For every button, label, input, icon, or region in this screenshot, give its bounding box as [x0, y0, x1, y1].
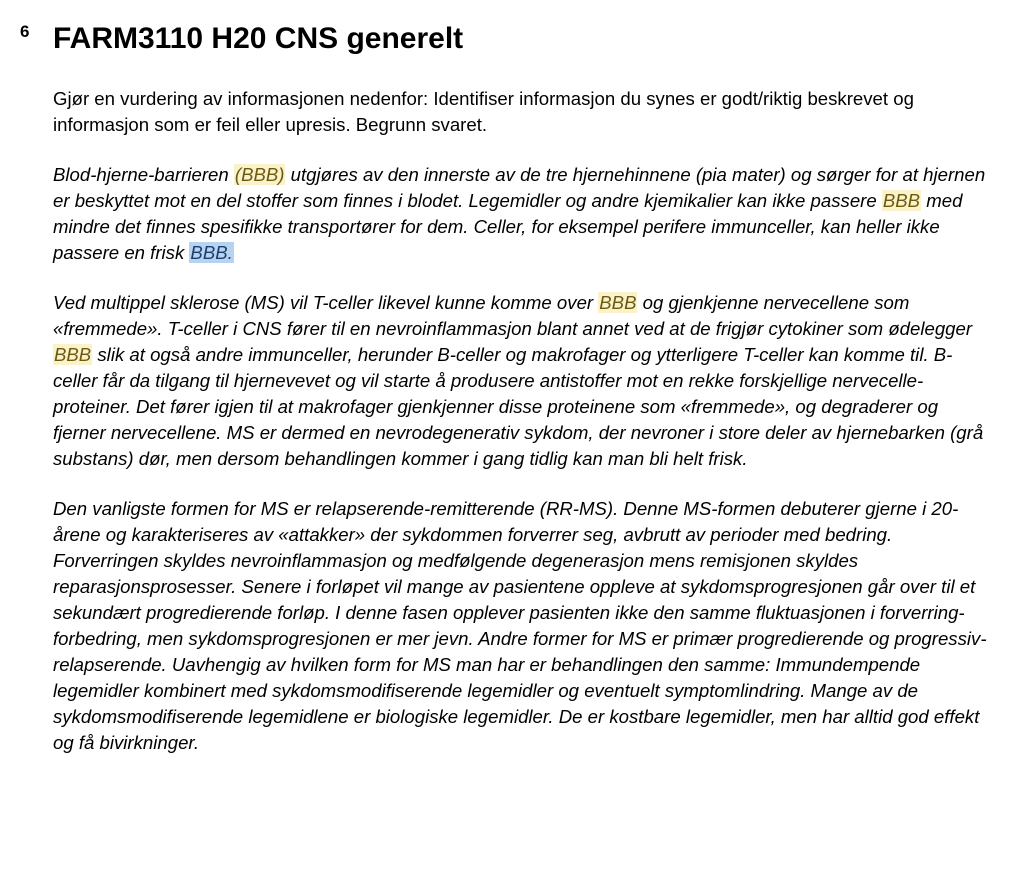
passage-text: Blod-hjerne-barrieren	[53, 164, 234, 185]
passage-paragraph-1	[53, 162, 988, 266]
passage-text: slik at også andre immunceller, herunder B-celler og makrofager og ytterligere T-celler kan komme til. B-celler får da tilgang til hjernevevet og vil starte å produsere antistoffer mot en rekke forskjellige nervecelle-proteiner. Det fører igjen til at makrofager gjenkjenner disse proteinene som «fremmede», og degraderer og fjerner nervecellene. MS er dermed en nevrodegenerativ sykdom, der nevroner i store deler av hjernebarken (grå substans) dør, men dersom behandlingen kommer i gang tidlig kan man bli helt frisk.	[53, 344, 984, 469]
highlight-bbb[interactable]: BBB	[54, 344, 92, 365]
highlight-bbb-selected[interactable]: BBB.	[190, 242, 233, 263]
question-content	[53, 86, 988, 780]
passage-text: Ved multippel sklerose (MS) vil T-celler likevel kunne komme over	[53, 292, 599, 313]
passage-text: utgjøres av den innerste av de tre hjernehinnene (pia mater) og sørger for at hjernen er beskyttet mot en del stoffer som finnes i blodet. Legemidler og andre kjemikalier kan ikke passere	[53, 164, 986, 211]
highlight-bbb[interactable]: BBB	[599, 292, 637, 313]
passage-paragraph-2	[53, 290, 988, 472]
passage-text: med mindre det finnes spesifikke transportører for dem. Celler, for eksempel perifere immunceller, kan heller ikke passere en frisk	[53, 190, 963, 263]
highlight-bbb[interactable]: (BBB)	[234, 164, 285, 185]
instruction-text: Gjør en vurdering av informasjonen nedenfor: Identifiser informasjon du synes er godt/riktig beskrevet og informasjon som er feil eller upresis. Begrunn svaret.	[53, 88, 914, 135]
passage-paragraph-3: Den vanligste formen for MS er relapserende-remitterende (RR-MS). Denne MS-formen debuterer gjerne i 20-årene og karakteriseres av «attakker» der sykdommen forverrer seg, avbrutt av perioder med bedring. Forverringen skyldes nevroinflammasjon og medfølgende degenerasjon mens remisjonen skyldes reparasjonsprosesser. Senere i forløpet vil mange av pasientene oppleve at sykdomsprogresjonen går over til et sekundært progredierende forløp. I denne fasen opplever pasienten ikke den samme fluktuasjonen i forverring-forbedring, men sykdomsprogresjonen er mer jevn. Andre former for MS er primær progredierende og progressiv-relapserende. Uavhengig av hvilken form for MS man har er behandlingen den samme: Immundempende legemidler kombinert med sykdomsmodifiserende legemidler og eventuelt symptomlindring. Mange av de sykdomsmodifiserende legemidlene er biologiske legemidler. De er kostbare legemidler, men har alltid god effekt og få bivirkninger.	[53, 498, 987, 753]
highlight-bbb[interactable]: BBB	[882, 190, 921, 211]
passage-text: og gjenkjenne nervecellene som «fremmede». T-celler i CNS fører til en nevroinflammasjon blant annet ved at de frigjør cytokiner som ødelegger	[53, 292, 973, 339]
question-title: FARM3110 H20 CNS generelt	[53, 22, 464, 55]
question-number: 6	[20, 22, 30, 41]
